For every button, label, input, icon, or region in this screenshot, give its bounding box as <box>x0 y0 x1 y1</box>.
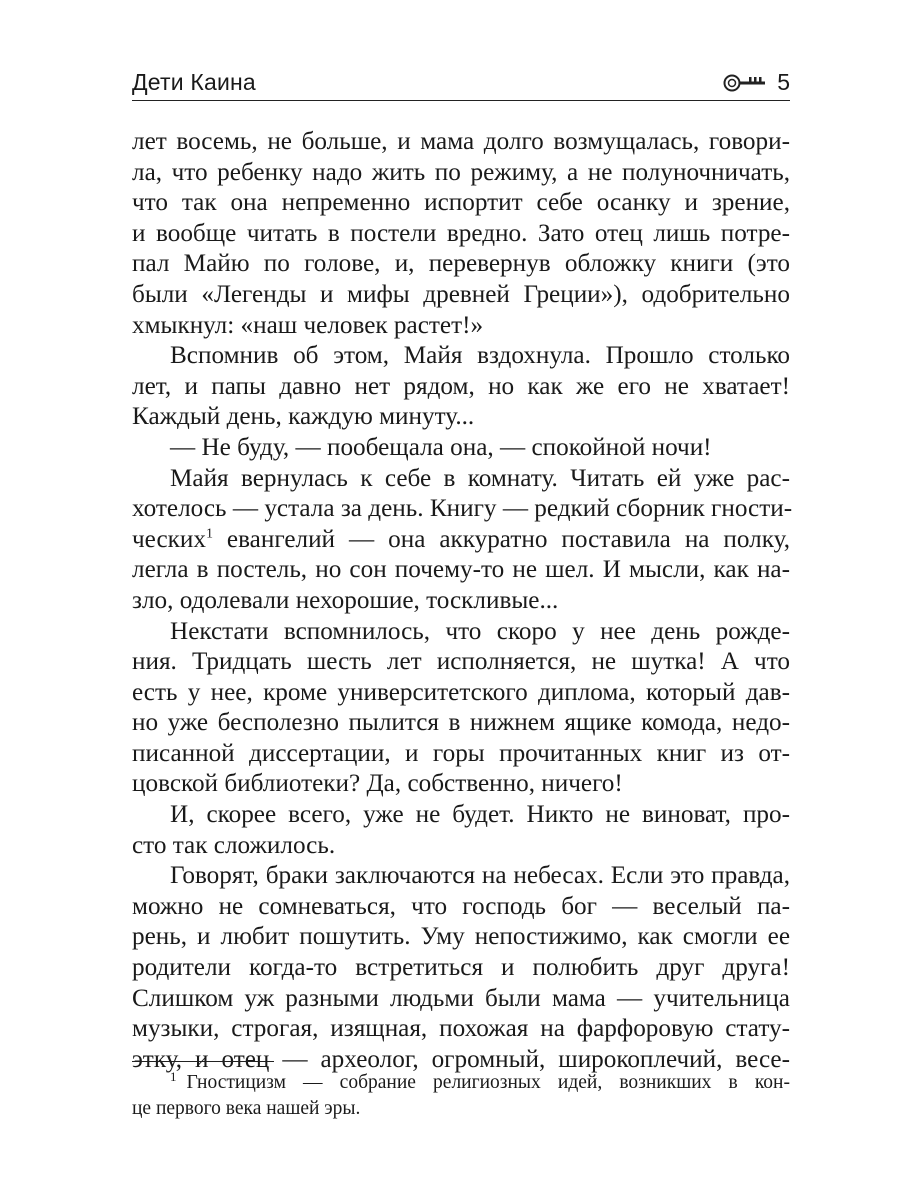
paragraph <box>132 127 790 341</box>
text-line: и вообще читать в постели вредно. Зато отец лишь потре- <box>132 219 790 247</box>
footnote-ref[interactable]: 1 <box>205 526 213 542</box>
body-text <box>132 127 793 1075</box>
footnote-text: Гностицизм — собрание религиозных идей, возникших в кон- <box>186 1072 790 1093</box>
text-line: Слишком уж разными людьми были мама — учительница <box>132 984 790 1012</box>
header-right <box>723 69 790 96</box>
text-line: ния. Тридцать шесть лет исполняется, не шутка! А что <box>132 648 790 676</box>
text-line: лет, и папы давно нет рядом, но как же его не хватает! <box>132 372 790 400</box>
text-line: этку, и отец — археолог, огромный, широкоплечий, весе- <box>132 1045 790 1073</box>
text-line: зло, одолевали нехорошие, тоскливые... <box>132 586 559 614</box>
page-number: 5 <box>777 69 790 95</box>
page-header <box>132 66 790 101</box>
text-line: Майя вернулась к себе в комнату. Читать ей уже рас- <box>170 464 790 492</box>
paragraph <box>132 464 793 617</box>
text-fragment: ческих <box>132 525 206 553</box>
text-line: Вспомнив об этом, Майя вздохнула. Прошло столько <box>170 342 790 370</box>
footnote-line <box>132 1070 790 1096</box>
text-line: легла в постель, но сон почему-то не шел. И мысли, как на- <box>132 556 790 584</box>
text-line: пал Майю по голове, и, перевернув обложку книги (это <box>132 250 790 278</box>
running-title: Дети Каина <box>132 69 256 95</box>
text-line: но уже бесполезно пылится в нижнем ящике комода, недо- <box>132 709 790 737</box>
text-line: можно не сомневаться, что господь бог — веселый па- <box>132 892 790 920</box>
paragraph <box>132 341 790 433</box>
text-fragment: евангелий — она аккуратно поставила на полку, <box>212 525 790 553</box>
text-line: хотелось — устала за день. Книгу — редкий сборник гности- <box>132 495 793 523</box>
footnote-divider <box>132 1061 274 1062</box>
text-line: рень, и любит пошутить. Уму непостижимо, как смогли ее <box>132 923 790 951</box>
text-line: есть у нее, кроме университетского диплома, который дав- <box>132 678 790 706</box>
text-line: сто так сложилось. <box>132 831 336 859</box>
paragraph <box>132 433 790 464</box>
text-line: родители когда-то встретиться и полюбить друг друга! <box>132 954 790 982</box>
paragraph <box>132 617 790 801</box>
text-line: Некстати вспомнилось, что скоро у нее день рожде- <box>170 617 790 645</box>
text-line: Каждый день, каждую минуту... <box>132 403 475 431</box>
paragraph <box>132 861 790 1075</box>
key-icon <box>723 74 767 92</box>
text-line <box>132 525 790 556</box>
text-line: были «Легенды и мифы древней Греции»), одобрительно <box>132 280 790 308</box>
text-line: лет восемь, не больше, и мама долго возмущалась, говори- <box>132 128 790 155</box>
text-line: — Не буду, — пообещала она, — спокойной ночи! <box>170 433 712 461</box>
footnote-mark: 1 <box>170 1068 177 1084</box>
text-line: музыки, строгая, изящная, похожая на фарфоровую стату- <box>132 1015 790 1043</box>
text-line: цовской библиотеки? Да, собственно, ничего! <box>132 770 623 798</box>
text-line: хмыкнул: «наш человек растет!» <box>132 311 484 339</box>
text-line: писанной диссертации, и горы прочитанных книг из от- <box>132 739 790 767</box>
text-line: ла, что ребенку надо жить по режиму, а не полуночничать, <box>132 158 790 186</box>
text-line: Говорят, браки заключаются на небесах. Если это правда, <box>170 862 790 890</box>
paragraph <box>132 800 790 861</box>
text-line: что так она непременно испортит себе осанку и зрение, <box>132 189 790 217</box>
text-line: И, скорее всего, уже не будет. Никто не виноват, про- <box>170 801 790 829</box>
footnote <box>132 1070 790 1122</box>
footnote-line: це первого века нашей эры. <box>132 1098 361 1119</box>
